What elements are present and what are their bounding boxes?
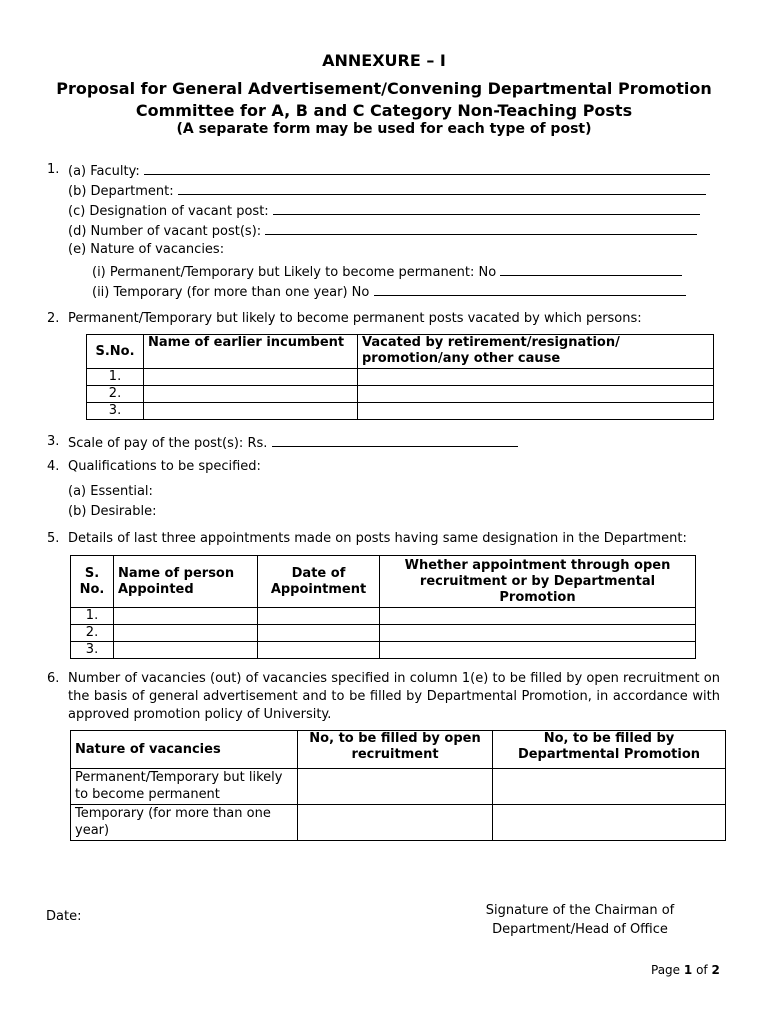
- split-row-temporary: Temporary (for more than one year): [71, 805, 298, 841]
- signature-line2: Department/Head of Office: [492, 922, 668, 937]
- pay-scale-label: Scale of pay of the post(s): Rs.: [68, 436, 268, 451]
- page-of: of: [696, 963, 708, 977]
- split-open-cell[interactable]: [298, 805, 493, 841]
- split-promotion-cell[interactable]: [493, 805, 726, 841]
- desirable-label: (b) Desirable:: [68, 504, 157, 519]
- appointments-mode-cell[interactable]: [380, 642, 696, 659]
- item3-number: 3.: [47, 434, 60, 449]
- split-col-open: No, to be filled by open recruitment: [298, 731, 493, 769]
- vacated-col-incumbent: Name of earlier incumbent: [144, 335, 358, 369]
- appointments-name-cell[interactable]: [114, 608, 258, 625]
- item1-number: 1.: [47, 162, 60, 177]
- permanent-vacancy-field[interactable]: [500, 263, 682, 276]
- vacant-posts-label: (d) Number of vacant post(s):: [68, 224, 262, 239]
- page-current: 1: [683, 963, 693, 977]
- vacated-incumbent-cell[interactable]: [144, 369, 358, 386]
- appointments-row-number: 1.: [71, 608, 114, 625]
- appointments-row-number: 2.: [71, 625, 114, 642]
- appointments-date-cell[interactable]: [258, 608, 380, 625]
- item5-number: 5.: [47, 531, 60, 546]
- vacated-row-number: 2.: [87, 386, 144, 403]
- form-note: [0, 121, 768, 137]
- temporary-vacancy-label: (ii) Temporary (for more than one year) No: [92, 285, 370, 300]
- vacated-incumbent-cell[interactable]: [144, 386, 358, 403]
- item2-text: Permanent/Temporary but likely to become permanent posts vacated by which persons:: [68, 311, 642, 326]
- appointments-col-mode: Whether appointment through open recruitment or by Departmental Promotion: [380, 556, 696, 608]
- appointments-table: [70, 555, 696, 659]
- designation-field[interactable]: [273, 202, 700, 215]
- appointments-date-cell[interactable]: [258, 642, 380, 659]
- split-open-cell[interactable]: [298, 769, 493, 805]
- vacated-row-number: 3.: [87, 403, 144, 420]
- faculty-row: [68, 162, 710, 180]
- item2-number: 2.: [47, 311, 60, 326]
- page-prefix: Page: [651, 963, 681, 977]
- form-note-text: (A separate form may be used for each type of post): [176, 121, 592, 137]
- page-number: [651, 963, 720, 977]
- temporary-vacancy-field[interactable]: [374, 283, 686, 296]
- signature-line1: Signature of the Chairman of: [485, 903, 675, 918]
- appointments-mode-cell[interactable]: [380, 625, 696, 642]
- appointments-col-sno: S. No.: [71, 556, 114, 608]
- designation-label: (c) Designation of vacant post:: [68, 204, 269, 219]
- pay-scale-row: [68, 434, 518, 452]
- permanent-vacancy-label: (i) Permanent/Temporary but Likely to become permanent: No: [92, 265, 497, 280]
- vacant-posts-row: [68, 222, 697, 240]
- designation-row: [68, 202, 700, 220]
- pay-scale-field[interactable]: [272, 434, 518, 447]
- item6-text: Number of vacancies (out) of vacancies specified in column 1(e) to be filled by open recruitment on the basis of general advertisement and to be filled by Departmental Promotion, in accordance with approved promotion policy of University.: [68, 671, 720, 722]
- vacated-col-sno: S.No.: [87, 335, 144, 369]
- page-total: 2: [711, 963, 720, 977]
- split-col-nature: Nature of vacancies: [71, 731, 298, 769]
- vacancy-split-table: [70, 730, 726, 841]
- annexure-heading: ANNEXURE – I: [322, 51, 446, 70]
- item6-number: 6.: [47, 671, 60, 686]
- form-title-line2: Committee for A, B and C Category Non-Teaching Posts: [135, 101, 633, 120]
- department-label: (b) Department:: [68, 184, 174, 199]
- vacated-col-cause: Vacated by retirement/resignation/ promotion/any other cause: [358, 335, 714, 369]
- split-col-promotion: No, to be filled by Departmental Promotion: [493, 731, 726, 769]
- department-row: [68, 182, 706, 200]
- item5-text: Details of last three appointments made on posts having same designation in the Department:: [68, 531, 687, 546]
- appointments-col-name: Name of person Appointed: [114, 556, 258, 608]
- vacated-cause-cell[interactable]: [358, 386, 714, 403]
- item4-number: 4.: [47, 459, 60, 474]
- essential-label: (a) Essential:: [68, 484, 153, 499]
- appointments-name-cell[interactable]: [114, 642, 258, 659]
- appointments-name-cell[interactable]: [114, 625, 258, 642]
- split-promotion-cell[interactable]: [493, 769, 726, 805]
- form-title-line1: Proposal for General Advertisement/Convening Departmental Promotion: [56, 79, 712, 98]
- faculty-label: (a) Faculty:: [68, 164, 140, 179]
- vacated-cause-cell[interactable]: [358, 369, 714, 386]
- vacated-cause-cell[interactable]: [358, 403, 714, 420]
- appointments-col-date: Date of Appointment: [258, 556, 380, 608]
- appointments-mode-cell[interactable]: [380, 608, 696, 625]
- nature-of-vacancies-label: (e) Nature of vacancies:: [68, 242, 225, 257]
- appointments-date-cell[interactable]: [258, 625, 380, 642]
- temporary-vacancy-row: [92, 283, 686, 301]
- appointments-row-number: 3.: [71, 642, 114, 659]
- vacant-posts-field[interactable]: [265, 222, 697, 235]
- department-field[interactable]: [178, 182, 706, 195]
- vacated-incumbent-cell[interactable]: [144, 403, 358, 420]
- faculty-field[interactable]: [144, 162, 710, 175]
- vacated-row-number: 1.: [87, 369, 144, 386]
- date-label: Date:: [46, 909, 82, 924]
- vacated-posts-table: [86, 334, 714, 420]
- permanent-vacancy-row: [92, 263, 682, 281]
- split-row-permanent: Permanent/Temporary but likely to become permanent: [71, 769, 298, 805]
- qualifications-label: Qualifications to be specified:: [68, 459, 261, 474]
